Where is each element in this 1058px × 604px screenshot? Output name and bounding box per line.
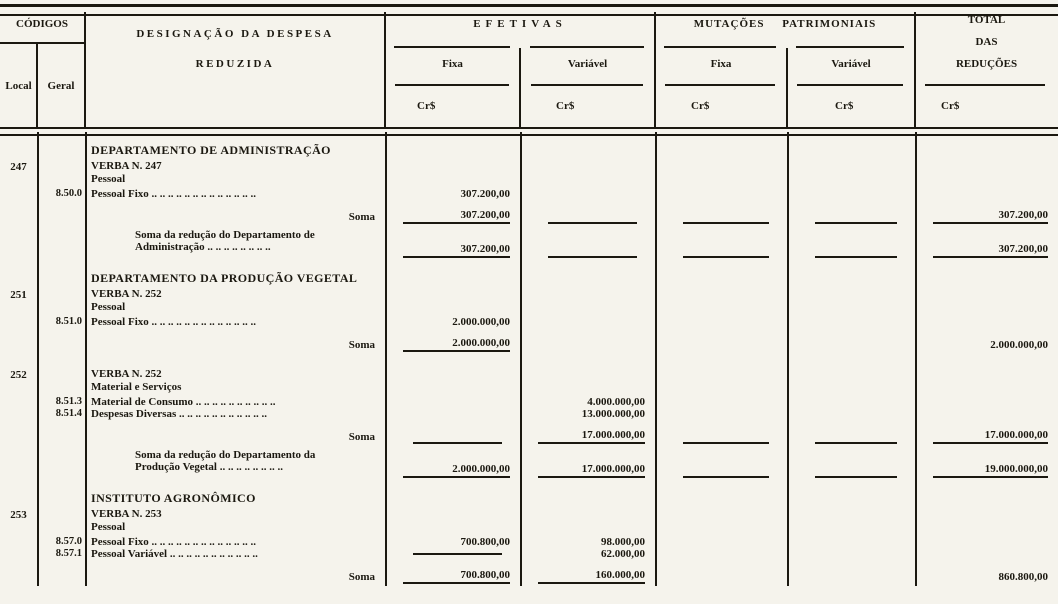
amount-ef_var [548, 251, 637, 258]
amount-ef_fixa: 2.000.000,00 [403, 337, 510, 352]
ef_fixa-cell [385, 288, 520, 316]
amount-mut_fixa [683, 251, 769, 258]
total-cell [915, 420, 1058, 446]
top-double-rule [0, 4, 1058, 16]
geral-cell [37, 188, 85, 200]
mut_fixa-cell [655, 226, 787, 260]
desig-cell [85, 560, 385, 586]
rule-under-efetivas-right [530, 46, 644, 48]
local-code: 253 [10, 509, 27, 521]
local-cell [0, 188, 37, 200]
amount-total: 19.000.000,00 [933, 463, 1048, 478]
amount-ef_var: 17.000.000,00 [538, 463, 645, 478]
verba-subtitle: Pessoal [91, 301, 126, 313]
desig-cell [85, 420, 385, 446]
table-row-section [0, 486, 1058, 508]
local-cell [0, 138, 37, 160]
amount-total: 307.200,00 [933, 209, 1048, 224]
desig-cell [85, 200, 385, 226]
local-cell [0, 508, 37, 536]
geral-cell [37, 396, 85, 408]
local-cell [0, 420, 37, 446]
mut_var-cell [787, 188, 915, 200]
total-cell [915, 446, 1058, 480]
local-column-header: Local [5, 80, 32, 92]
ef-fixa-currency: Cr$ [417, 100, 436, 112]
table-row-verba [0, 288, 1058, 316]
ef_var-cell [520, 486, 655, 508]
verba-subtitle: Material e Serviços [91, 381, 182, 393]
geral-cell [37, 560, 85, 586]
local-cell [0, 316, 37, 328]
mut_fixa-cell [655, 188, 787, 200]
item-label: Pessoal Fixo .. .. .. .. .. .. .. .. .. .. .. .. .. [91, 536, 256, 548]
amount-ef_fixa: 2.000.000,00 [403, 316, 510, 328]
section-heading: DEPARTAMENTO DE ADMINISTRAÇÃO [91, 143, 331, 157]
verba-subtitle: Pessoal [91, 173, 126, 185]
item-label: Material de Consumo .. .. .. .. .. .. .. .. .. .. [91, 396, 276, 408]
total-cell [915, 536, 1058, 548]
total-cell [915, 560, 1058, 586]
soma-reducao-line2: Produção Vegetal .. .. .. .. .. .. .. .. [135, 461, 283, 473]
table-row-item [0, 396, 1058, 408]
verba-title: VERBA N. 252 [91, 368, 162, 380]
amount-ef_var: 4.000.000,00 [587, 396, 645, 408]
mut_fixa-cell [655, 486, 787, 508]
amount-total: 17.000.000,00 [933, 429, 1048, 444]
total-cell [915, 288, 1058, 316]
desig-cell [85, 138, 385, 160]
soma-reducao-line1: Soma da redução do Departamento da [135, 449, 316, 461]
efetivas-group-header: EFETIVAS [473, 18, 567, 30]
ef_fixa-cell [385, 160, 520, 188]
soma-label: Soma [348, 571, 375, 583]
desig-cell [85, 160, 385, 188]
rule-under-ef-variavel [531, 84, 643, 86]
ef-fixa-header: Fixa [442, 58, 463, 70]
mut_fixa-cell [655, 316, 787, 328]
ef_var-cell [520, 536, 655, 548]
local-cell [0, 560, 37, 586]
ef_fixa-cell [385, 408, 520, 420]
total-currency: Cr$ [941, 100, 960, 112]
amount-ef_var: 13.000.000,00 [538, 408, 645, 420]
section-heading: DEPARTAMENTO DA PRODUÇÃO VEGETAL [91, 271, 358, 285]
total-cell [915, 138, 1058, 160]
amount-total: 860.800,00 [998, 571, 1048, 583]
ef_var-cell [520, 188, 655, 200]
codigos-header: CÓDIGOS [16, 18, 68, 30]
total-cell [915, 354, 1058, 368]
rule-under-mutacoes-left [664, 46, 776, 48]
ef_fixa-cell [385, 266, 520, 288]
total-cell [915, 548, 1058, 560]
ef_fixa-cell [385, 200, 520, 226]
amount-ef_var: 62.000,00 [538, 548, 645, 560]
ef_var-cell [520, 160, 655, 188]
local-code: 247 [10, 161, 27, 173]
table-row-somared [0, 226, 1058, 260]
ef_var-cell [520, 548, 655, 560]
table-row-item [0, 316, 1058, 328]
mut_fixa-cell [655, 266, 787, 288]
mut_var-cell [787, 446, 915, 480]
geral-cell [37, 368, 85, 396]
table-row-soma [0, 328, 1058, 354]
total-cell [915, 316, 1058, 328]
ef_fixa-cell [385, 508, 520, 536]
ef_var-cell [520, 328, 655, 354]
mut-fixa-header: Fixa [710, 58, 732, 70]
table-row-soma [0, 560, 1058, 586]
mut_fixa-cell [655, 446, 787, 480]
geral-cell [37, 226, 85, 260]
rule-under-ef-fixa [395, 84, 509, 86]
ef_var-cell [520, 560, 655, 586]
geral-column-header: Geral [47, 80, 75, 92]
desig-cell [85, 508, 385, 536]
amount-ef_var [548, 217, 637, 224]
total-cell [915, 508, 1058, 536]
geral-code: 8.57.0 [55, 536, 82, 547]
item-label: Pessoal Fixo .. .. .. .. .. .. .. .. .. .. .. .. .. [91, 316, 256, 328]
section-heading: INSTITUTO AGRONÔMICO [91, 491, 256, 505]
local-code: 252 [10, 369, 27, 381]
mut_var-cell [787, 266, 915, 288]
desig-cell [85, 486, 385, 508]
desig-cell [85, 316, 385, 328]
soma-label: Soma [348, 431, 375, 443]
amount-total: 307.200,00 [933, 243, 1048, 258]
total-cell [915, 486, 1058, 508]
mut_fixa-cell [655, 368, 787, 396]
amount-mut_var [815, 437, 897, 444]
table-row-item [0, 408, 1058, 420]
ef_var-cell [520, 226, 655, 260]
desig-cell [85, 548, 385, 560]
amount-mut_fixa [683, 471, 769, 478]
local-cell [0, 160, 37, 188]
soma-label: Soma [348, 211, 375, 223]
local-cell [0, 446, 37, 480]
ef_var-cell [520, 138, 655, 160]
amount-mut_var [815, 217, 897, 224]
mut_fixa-cell [655, 420, 787, 446]
ef_var-cell [520, 420, 655, 446]
ef_fixa-cell [385, 560, 520, 586]
geral-cell [37, 138, 85, 160]
desig-cell [85, 188, 385, 200]
total-cell [915, 396, 1058, 408]
local-cell [0, 396, 37, 408]
local-code: 251 [10, 289, 27, 301]
amount-ef_fixa: 307.200,00 [403, 188, 510, 200]
geral-cell [37, 354, 85, 368]
desig-cell [85, 288, 385, 316]
amount-ef_fixa: 700.800,00 [403, 569, 510, 584]
amount-ef_fixa [413, 437, 502, 444]
ef_fixa-cell [385, 396, 520, 408]
amount-total: 2.000.000,00 [990, 339, 1048, 351]
item-label: Despesas Diversas .. .. .. .. .. .. .. .. .. .. .. [91, 408, 267, 420]
total-cell [915, 188, 1058, 200]
mut_fixa-cell [655, 508, 787, 536]
table-row-section [0, 138, 1058, 160]
ef_fixa-cell [385, 316, 520, 328]
local-cell [0, 226, 37, 260]
table-row-soma [0, 200, 1058, 226]
total-cell [915, 160, 1058, 188]
amount-ef_fixa [413, 548, 502, 555]
mut_var-cell [787, 536, 915, 548]
rule-under-reducoes [925, 84, 1045, 86]
mut_var-cell [787, 138, 915, 160]
mut_var-cell [787, 420, 915, 446]
mut_fixa-cell [655, 288, 787, 316]
table-row-spacer [0, 354, 1058, 368]
soma-reducao-line2: Administração .. .. .. .. .. .. .. .. [135, 241, 271, 253]
total-header-line2: DAS [975, 36, 998, 48]
soma-label: Soma [348, 339, 375, 351]
amount-mut_fixa [683, 217, 769, 224]
desig-cell [85, 396, 385, 408]
mut_var-cell [787, 226, 915, 260]
rule-under-mut-fixa [665, 84, 775, 86]
mut_fixa-cell [655, 396, 787, 408]
ef_fixa-cell [385, 446, 520, 480]
ef_var-cell [520, 266, 655, 288]
local-cell [0, 536, 37, 548]
ef_fixa-cell [385, 138, 520, 160]
ef-variavel-header: Variável [567, 58, 608, 70]
geral-code: 8.50.0 [55, 188, 82, 199]
geral-cell [37, 408, 85, 420]
desig-cell [85, 368, 385, 396]
geral-cell [37, 328, 85, 354]
ef_var-cell [520, 200, 655, 226]
mut_var-cell [787, 548, 915, 560]
mut_var-cell [787, 508, 915, 536]
amount-mut_var [815, 471, 897, 478]
ef_fixa-cell [385, 486, 520, 508]
local-cell [0, 354, 37, 368]
table-row-item [0, 536, 1058, 548]
item-label: Pessoal Variável .. .. .. .. .. .. .. .. .. .. .. [91, 548, 258, 560]
verba-subtitle: Pessoal [91, 521, 126, 533]
total-cell [915, 266, 1058, 288]
table-row-section [0, 266, 1058, 288]
ef_var-cell [520, 408, 655, 420]
rule-under-mut-variavel [797, 84, 903, 86]
mut_var-cell [787, 396, 915, 408]
mut_var-cell [787, 200, 915, 226]
geral-code: 8.51.3 [55, 396, 82, 407]
geral-cell [37, 160, 85, 188]
mut_var-cell [787, 486, 915, 508]
mut_fixa-cell [655, 138, 787, 160]
local-cell [0, 486, 37, 508]
rule-under-mutacoes-right [796, 46, 904, 48]
geral-code: 8.51.4 [55, 408, 82, 419]
table-row-item [0, 188, 1058, 200]
ef_var-cell [520, 288, 655, 316]
mut_var-cell [787, 354, 915, 368]
local-cell [0, 408, 37, 420]
amount-mut_var [815, 251, 897, 258]
table-row-soma [0, 420, 1058, 446]
ef_fixa-cell [385, 536, 520, 548]
total-cell [915, 368, 1058, 396]
ef_fixa-cell [385, 420, 520, 446]
table-row-verba [0, 368, 1058, 396]
mut-fixa-currency: Cr$ [691, 100, 710, 112]
table-row-verba [0, 508, 1058, 536]
table-body [0, 132, 1058, 604]
geral-cell [37, 420, 85, 446]
amount-ef_var: 160.000,00 [538, 569, 645, 584]
local-cell [0, 266, 37, 288]
ef-variavel-currency: Cr$ [556, 100, 575, 112]
ef_var-cell [520, 508, 655, 536]
desig-cell [85, 408, 385, 420]
ef_fixa-cell [385, 226, 520, 260]
rule-under-efetivas-left [394, 46, 510, 48]
geral-cell [37, 266, 85, 288]
amount-ef_fixa: 2.000.000,00 [403, 463, 510, 478]
desig-cell [85, 354, 385, 368]
total-cell [915, 328, 1058, 354]
mut_fixa-cell [655, 328, 787, 354]
local-cell [0, 288, 37, 316]
total-header-line3: REDUÇÕES [955, 58, 1018, 70]
geral-cell [37, 536, 85, 548]
table-row-item [0, 548, 1058, 560]
geral-code: 8.51.0 [55, 316, 82, 327]
soma-reducao-line1: Soma da redução do Departamento de [135, 229, 315, 241]
mut_var-cell [787, 328, 915, 354]
desig-cell [85, 266, 385, 288]
table-row-verba [0, 160, 1058, 188]
local-cell [0, 368, 37, 396]
verba-title: VERBA N. 253 [91, 508, 162, 520]
mut_fixa-cell [655, 354, 787, 368]
desig-cell [85, 536, 385, 548]
mut_var-cell [787, 316, 915, 328]
ef_fixa-cell [385, 188, 520, 200]
ef_fixa-cell [385, 328, 520, 354]
total-cell [915, 226, 1058, 260]
designacao-header-line1: DESIGNAÇÃO DA DESPESA [136, 28, 334, 40]
ef_fixa-cell [385, 548, 520, 560]
ef_var-cell [520, 354, 655, 368]
ef_var-cell [520, 368, 655, 396]
verba-title: VERBA N. 247 [91, 160, 162, 172]
geral-cell [37, 548, 85, 560]
table-row-somared [0, 446, 1058, 480]
mut_fixa-cell [655, 536, 787, 548]
mut_var-cell [787, 160, 915, 188]
desig-cell [85, 226, 385, 260]
ef_var-cell [520, 396, 655, 408]
mut_fixa-cell [655, 200, 787, 226]
mut_fixa-cell [655, 408, 787, 420]
mut_fixa-cell [655, 560, 787, 586]
geral-cell [37, 316, 85, 328]
desig-cell [85, 328, 385, 354]
mut_fixa-cell [655, 548, 787, 560]
desig-cell [85, 446, 385, 480]
geral-cell [37, 446, 85, 480]
mut_var-cell [787, 368, 915, 396]
mut_var-cell [787, 288, 915, 316]
amount-ef_var: 17.000.000,00 [538, 429, 645, 444]
amount-mut_fixa [683, 437, 769, 444]
designacao-header-line2: REDUZIDA [195, 58, 275, 70]
geral-cell [37, 200, 85, 226]
amount-ef_fixa: 307.200,00 [403, 243, 510, 258]
mutacoes-group-header: MUTAÇÕES PATRIMONIAIS [693, 18, 877, 30]
geral-cell [37, 508, 85, 536]
geral-code: 8.57.1 [55, 548, 82, 559]
mut_var-cell [787, 408, 915, 420]
total-header-line1: TOTAL [967, 14, 1006, 26]
local-cell [0, 328, 37, 354]
total-cell [915, 408, 1058, 420]
ef_fixa-cell [385, 354, 520, 368]
mut_var-cell [787, 560, 915, 586]
ef_var-cell [520, 446, 655, 480]
item-label: Pessoal Fixo .. .. .. .. .. .. .. .. .. .. .. .. .. [91, 188, 256, 200]
mut-variavel-currency: Cr$ [835, 100, 854, 112]
total-cell [915, 200, 1058, 226]
local-cell [0, 200, 37, 226]
amount-ef_fixa: 700.800,00 [460, 536, 510, 548]
rule-under-codigos [0, 42, 84, 44]
amount-ef_var: 98.000,00 [601, 536, 645, 548]
ef_fixa-cell [385, 368, 520, 396]
ef_var-cell [520, 316, 655, 328]
local-cell [0, 548, 37, 560]
amount-ef_fixa: 307.200,00 [403, 209, 510, 224]
geral-cell [37, 486, 85, 508]
mut-variavel-header: Variável [831, 58, 871, 70]
geral-cell [37, 288, 85, 316]
verba-title: VERBA N. 252 [91, 288, 162, 300]
mut_fixa-cell [655, 160, 787, 188]
